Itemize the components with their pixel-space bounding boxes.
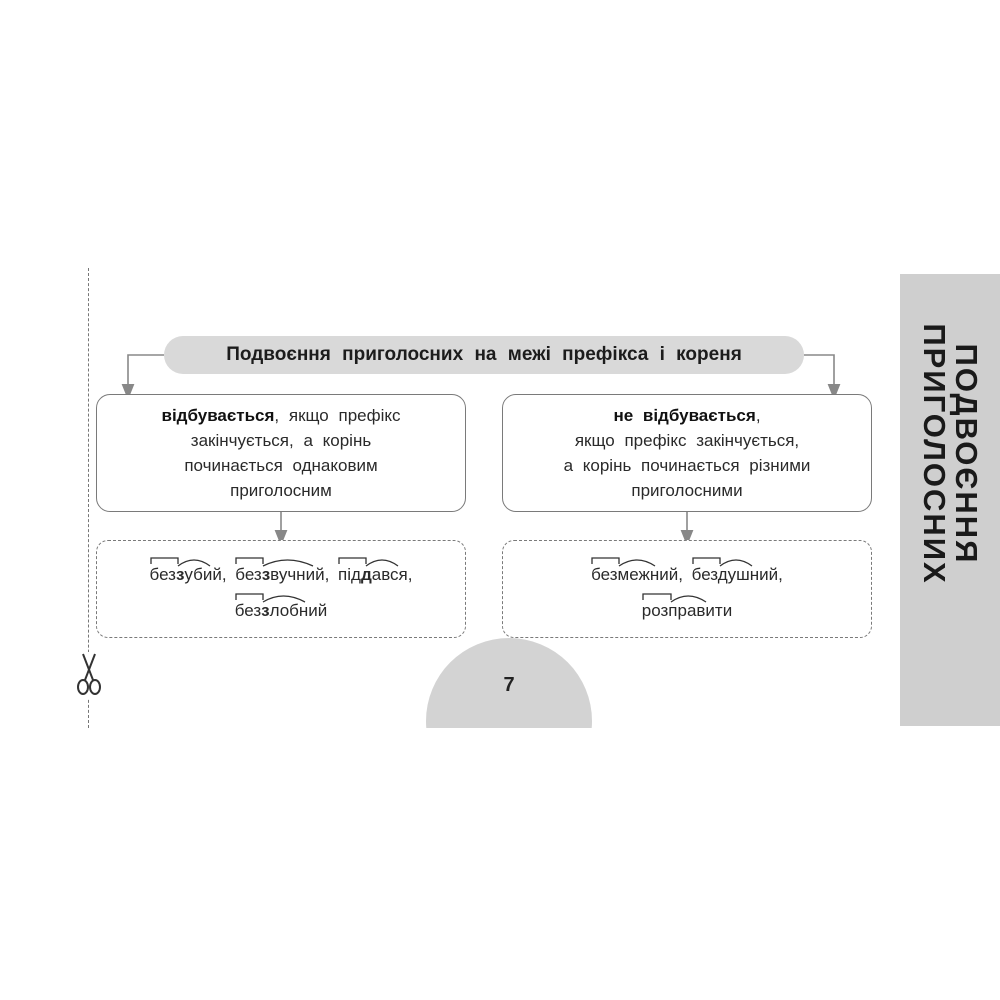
rule-line: якщо префікс закінчується, xyxy=(574,431,800,450)
word-rest: лобний xyxy=(269,601,328,620)
morpheme-marks xyxy=(692,556,792,568)
examples-row xyxy=(97,601,465,621)
doubled-letter: з xyxy=(261,565,271,584)
example-word xyxy=(692,565,783,585)
word-rest: правити xyxy=(668,601,733,620)
side-tab-title xyxy=(918,323,982,584)
rule-keyword: не відбувається xyxy=(613,406,756,425)
morpheme-marks xyxy=(235,556,345,568)
doubled-letter: з xyxy=(175,565,185,584)
morpheme-marks xyxy=(338,556,428,568)
prefix: роз xyxy=(641,601,669,620)
morpheme-marks xyxy=(235,592,335,604)
prefix: без xyxy=(691,565,718,584)
page-number: 7 xyxy=(503,674,515,696)
example-word xyxy=(338,565,412,585)
prefix: без xyxy=(591,565,618,584)
example-word xyxy=(642,601,732,621)
word-rest: душний, xyxy=(717,565,783,584)
rule-line xyxy=(162,403,401,428)
doubled-letter: д xyxy=(360,565,372,584)
example-word xyxy=(235,565,329,585)
word-rest: убий, xyxy=(184,565,227,584)
morpheme-marks xyxy=(642,592,742,604)
word-rest: вучний, xyxy=(270,565,330,584)
prefix: під xyxy=(338,565,361,584)
prefix: без xyxy=(235,565,262,584)
examples-box-not-occurs xyxy=(502,540,872,638)
side-tab xyxy=(900,274,1000,726)
rule-line: а корінь починається різними xyxy=(563,456,811,475)
rule-box-occurs xyxy=(96,394,466,512)
examples-row xyxy=(97,565,465,585)
doubled-letter: з xyxy=(261,601,270,620)
title-bar xyxy=(164,336,804,374)
rule-keyword: відбувається xyxy=(161,406,275,425)
side-tab-line: ПОДВОЄННЯ xyxy=(949,343,984,565)
rule-text: , якщо префікс xyxy=(274,406,401,425)
side-tab-line: ПРИГОЛОСНИХ xyxy=(917,323,952,585)
morpheme-marks xyxy=(591,556,691,568)
examples-row xyxy=(503,601,871,621)
prefix: без xyxy=(234,601,262,620)
word-rest: ався, xyxy=(371,565,413,584)
prefix: без xyxy=(149,565,176,584)
rule-line: починається однаковим xyxy=(184,456,378,475)
rule-line: приголосними xyxy=(631,481,743,500)
examples-box-occurs xyxy=(96,540,466,638)
example-word xyxy=(235,601,328,621)
examples-row xyxy=(503,565,871,585)
example-word xyxy=(591,565,683,585)
morpheme-marks xyxy=(150,556,240,568)
word-rest: межний, xyxy=(617,565,683,584)
rule-line: приголосним xyxy=(230,481,332,500)
rule-line xyxy=(613,403,760,428)
example-word xyxy=(150,565,227,585)
rule-box-not-occurs xyxy=(502,394,872,512)
reference-card xyxy=(40,268,1000,728)
rule-line: закінчується, а корінь xyxy=(190,431,372,450)
rule-text: , xyxy=(755,406,761,425)
page-title: Подвоєння приголосних на межі префікса і кореня xyxy=(226,344,742,365)
